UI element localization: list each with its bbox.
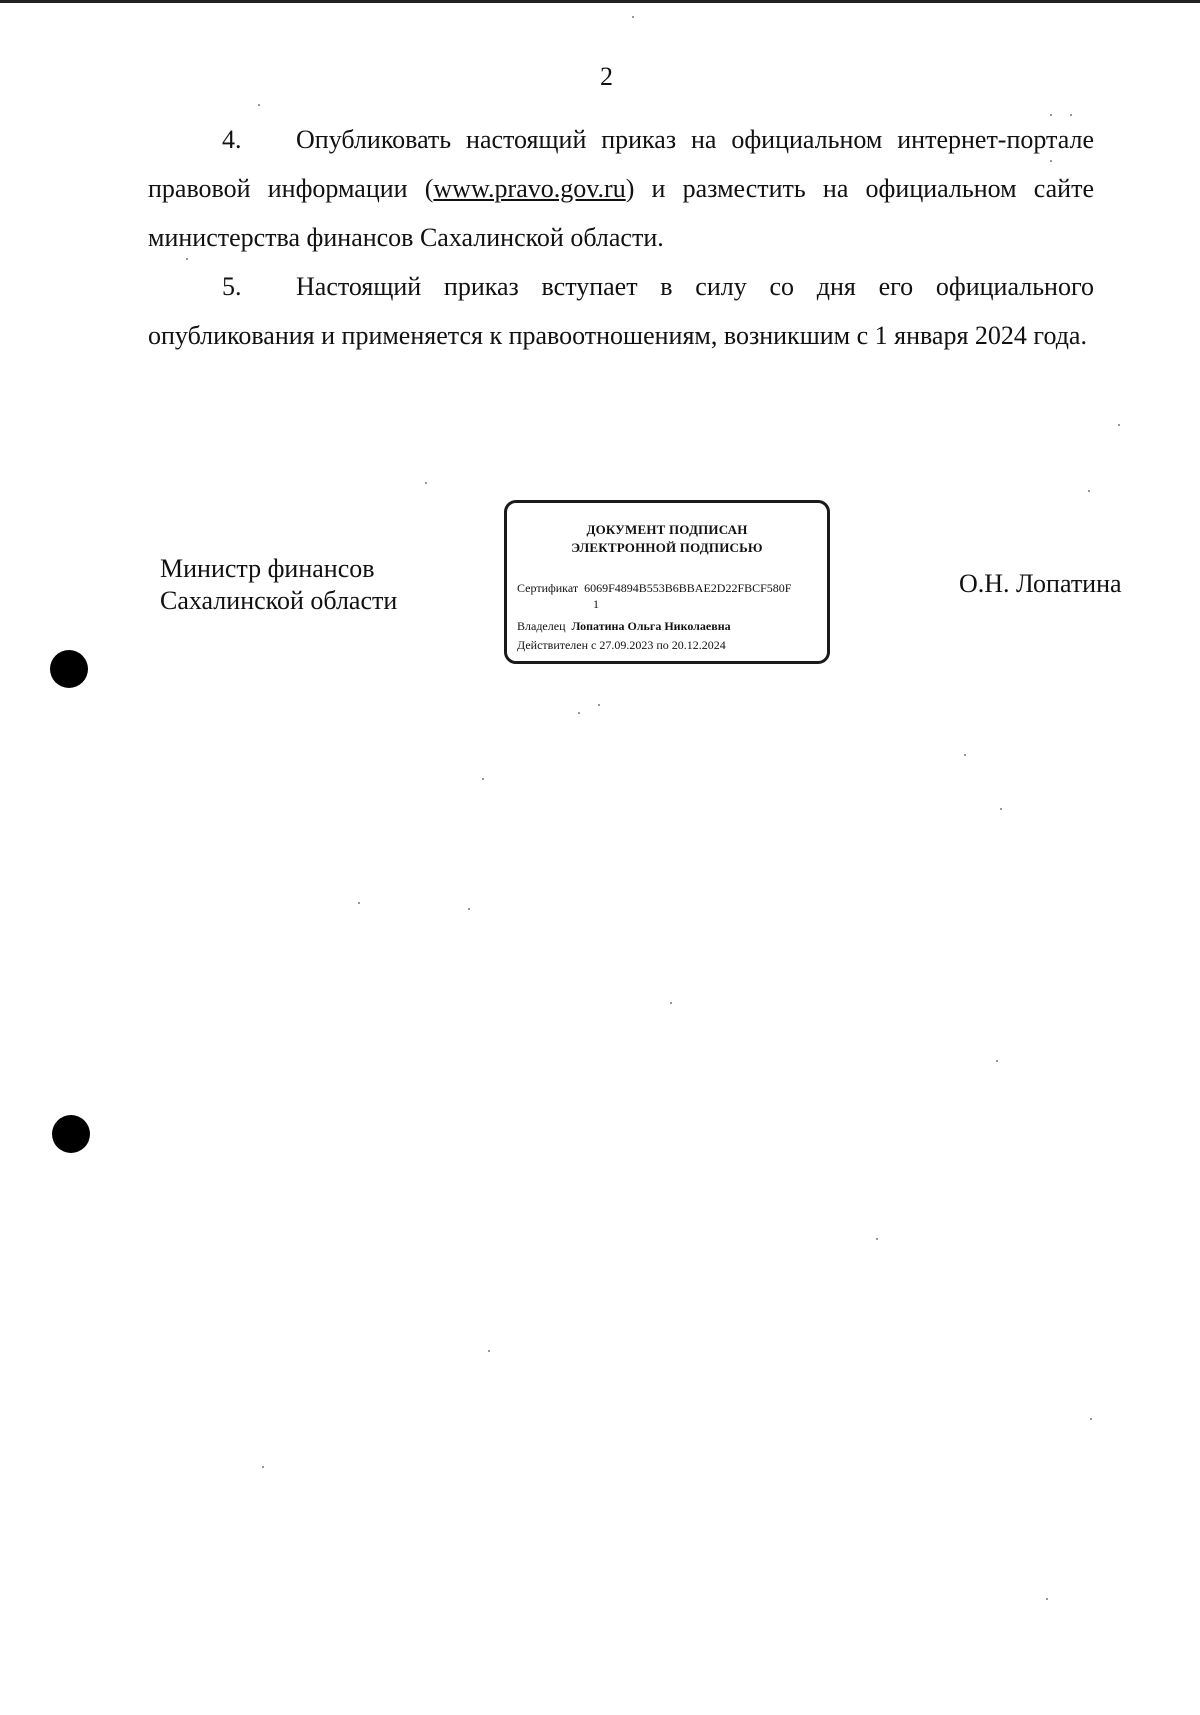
scan-speck <box>468 908 470 910</box>
page-number: 2 <box>600 62 613 91</box>
scan-speck <box>1046 1598 1048 1600</box>
paragraph-5 <box>148 262 1094 360</box>
paragraph-text: Настоящий приказ вступает в силу со дня его официального опубликования и применяется к правоотношениям, возникшим с 1 января 2024 года. <box>148 272 1094 350</box>
scan-speck <box>670 1002 672 1004</box>
owner-value: Лопатина Ольга Николаевна <box>571 619 731 633</box>
scan-speck <box>1050 160 1052 162</box>
scan-speck <box>578 712 580 714</box>
scan-speck <box>1070 114 1072 116</box>
owner-label: Владелец <box>517 619 566 633</box>
signer-title <box>160 553 397 617</box>
pravo-link[interactable]: www.pravo.gov.ru <box>433 174 626 203</box>
electronic-signature-stamp <box>504 500 830 664</box>
signer-title-line: Министр финансов <box>160 554 375 583</box>
paragraph-text: Опубликовать настоящий приказ на официальном интернет-портале правовой информации ( <box>148 125 1094 203</box>
certificate-value: 6069F4894B553B6BBAE2D22FBCF580F <box>584 581 792 595</box>
scan-speck <box>482 778 484 780</box>
paragraph-text-tail: ) и разместить на официальном сайте министерства финансов Сахалинской области. <box>148 174 1094 252</box>
scan-speck <box>1088 490 1090 492</box>
scan-speck <box>262 1466 264 1468</box>
scan-speck <box>632 16 634 18</box>
stamp-heading-line: ЭЛЕКТРОННОЙ ПОДПИСЬЮ <box>571 540 763 555</box>
paragraph-4 <box>148 115 1094 262</box>
signer-name: О.Н. Лопатина <box>959 569 1122 598</box>
certificate-value-tail: 1 <box>593 597 599 611</box>
scan-speck <box>876 1238 878 1240</box>
scan-speck <box>1000 808 1002 810</box>
certificate-label: Сертификат <box>517 581 579 595</box>
scan-speck <box>1118 424 1120 426</box>
scan-speck <box>358 902 360 904</box>
punch-hole <box>50 650 88 688</box>
stamp-owner <box>517 618 819 634</box>
scan-speck <box>488 1350 490 1352</box>
scan-speck <box>1050 114 1052 116</box>
scan-speck <box>425 482 427 484</box>
stamp-heading <box>507 521 827 557</box>
scan-speck <box>186 258 188 260</box>
paragraph-number: 5. <box>222 272 242 301</box>
stamp-heading-line: ДОКУМЕНТ ПОДПИСАН <box>586 522 748 537</box>
scan-speck <box>258 104 260 106</box>
punch-hole <box>52 1115 90 1153</box>
stamp-validity: Действителен с 27.09.2023 по 20.12.2024 <box>517 638 726 652</box>
scan-speck <box>598 704 600 706</box>
scan-speck <box>964 754 966 756</box>
stamp-certificate <box>517 580 819 596</box>
scan-speck <box>996 1060 998 1062</box>
paragraph-number: 4. <box>222 125 242 154</box>
scan-speck <box>1090 1418 1092 1420</box>
signer-title-line: Сахалинской области <box>160 586 398 615</box>
scan-top-edge <box>0 0 1200 3</box>
